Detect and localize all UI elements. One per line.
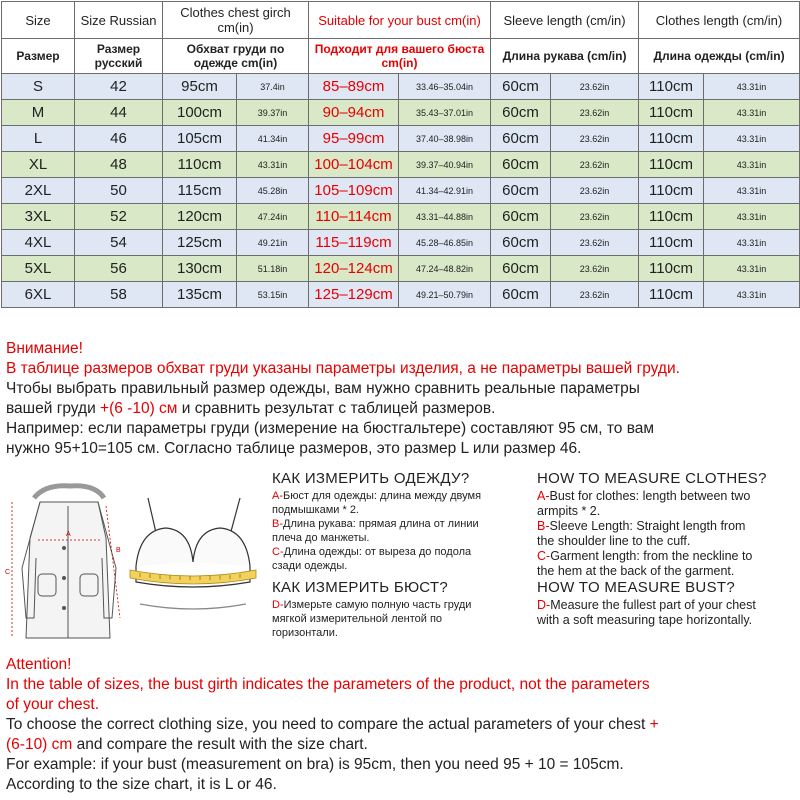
sleeve-cm-cell: 60cm (491, 178, 551, 204)
en-note-line: of your chest. (6, 696, 100, 713)
chest-in-cell: 37.4in (237, 74, 309, 100)
bust-cm-cell: 125–129cm (309, 282, 399, 308)
ru-attention-heading: Внимание! (6, 340, 83, 357)
item-text: Sleeve Length: Straight length from (549, 519, 746, 533)
bust-cm-cell: 105–109cm (309, 178, 399, 204)
length-cm-cell: 110cm (639, 178, 704, 204)
how-ru-title: КАК ИЗМЕРИТЬ ОДЕЖДУ? (272, 470, 470, 487)
size-cell: 2XL (2, 178, 75, 204)
chest-in-cell: 49.21in (237, 230, 309, 256)
length-in-cell: 43.31in (704, 100, 800, 126)
en-note-highlight: + (649, 716, 659, 733)
en-note-line: For example: if your bust (measurement on bra) is 95cm, then you need 95 + 10 = 105cm. (6, 756, 624, 773)
ru-note-line: В таблице размеров обхват груди указаны параметры изделия, а не параметры вашей груди. (6, 360, 680, 377)
chest-cm-cell: 100cm (163, 100, 237, 126)
table-row (2, 230, 800, 256)
item-text: armpits * 2. (537, 504, 601, 518)
header-ru-sleeve-length: Длина рукава (cm/in) (491, 39, 639, 74)
en-note-text: and compare the result with the size chart. (72, 736, 368, 753)
ru-note-line (6, 399, 680, 419)
chest-cm-cell: 105cm (163, 126, 237, 152)
item-text: the hem at the back of the garment. (537, 564, 735, 578)
header-suitable-bust: Suitable for your bust cm(in) (309, 2, 491, 39)
bust-cm-cell: 85–89cm (309, 74, 399, 100)
english-attention-note (6, 655, 659, 795)
how-en-item-c (537, 549, 799, 579)
bust-cm-cell: 110–114cm (309, 204, 399, 230)
header-clothes-length: Clothes length (cm/in) (639, 2, 800, 39)
sleeve-in-cell: 23.62in (551, 74, 639, 100)
how-ru-item-a (272, 489, 530, 517)
chest-in-cell: 51.18in (237, 256, 309, 282)
bust-cm-cell: 95–99cm (309, 126, 399, 152)
length-in-cell: 43.31in (704, 204, 800, 230)
header-ru-clothes-length: Длина одежды (cm/in) (639, 39, 800, 74)
how-to-measure-english (537, 470, 799, 628)
table-row (2, 256, 800, 282)
sleeve-in-cell: 23.62in (551, 282, 639, 308)
length-in-cell: 43.31in (704, 230, 800, 256)
table-row (2, 100, 800, 126)
length-cm-cell: 110cm (639, 152, 704, 178)
measurement-illustration (0, 478, 268, 648)
header-size: Size (2, 2, 75, 39)
header-ru-size-russian: Размер русский (75, 39, 163, 74)
en-note-line (6, 715, 659, 735)
table-row (2, 74, 800, 100)
en-note-text: To choose the correct clothing size, you need to compare the actual parameters of your chest (6, 716, 650, 733)
table-row (2, 178, 800, 204)
ru-note-line: Чтобы выбрать правильный размер одежды, вам нужно сравнить реальные параметры (6, 380, 640, 397)
sleeve-in-cell: 23.62in (551, 204, 639, 230)
length-in-cell: 43.31in (704, 178, 800, 204)
chest-in-cell: 41.34in (237, 126, 309, 152)
table-row (2, 204, 800, 230)
russian-size-cell: 44 (75, 100, 163, 126)
en-attention-heading: Attention! (6, 656, 72, 673)
sleeve-cm-cell: 60cm (491, 204, 551, 230)
how-en-title-bust: HOW TO MEASURE BUST? (537, 579, 735, 596)
how-en-item-a (537, 489, 799, 519)
header-chest-girth: Clothes chest girch cm(in) (163, 2, 309, 39)
item-text: Бюст для одежды: длина между двумя (283, 490, 482, 502)
bust-in-cell: 41.34–42.91in (399, 178, 491, 204)
bust-cm-cell: 115–119cm (309, 230, 399, 256)
how-ru-item-c (272, 545, 530, 573)
header-size-russian: Size Russian (75, 2, 163, 39)
letter-b: В- (272, 518, 283, 530)
bust-cm-cell: 120–124cm (309, 256, 399, 282)
length-in-cell: 43.31in (704, 152, 800, 178)
length-in-cell: 43.31in (704, 74, 800, 100)
length-cm-cell: 110cm (639, 282, 704, 308)
how-en-item-d (537, 598, 799, 628)
length-in-cell: 43.31in (704, 256, 800, 282)
header-sleeve-length: Sleeve length (cm/in) (491, 2, 639, 39)
length-cm-cell: 110cm (639, 126, 704, 152)
en-note-line: According to the size chart, it is L or 46. (6, 776, 277, 793)
header-ru-chest-girth: Обхват груди по одежде cm(in) (163, 39, 309, 74)
size-cell: M (2, 100, 75, 126)
russian-size-cell: 48 (75, 152, 163, 178)
sleeve-in-cell: 23.62in (551, 100, 639, 126)
figure-label-a: A (66, 531, 71, 538)
header-ru-suitable-bust: Подходит для вашего бюста cm(in) (309, 39, 491, 74)
chest-cm-cell: 95cm (163, 74, 237, 100)
how-en-title: HOW TO MEASURE CLOTHES? (537, 470, 767, 487)
sleeve-cm-cell: 60cm (491, 282, 551, 308)
header-row-english (2, 2, 800, 39)
figure-label-b: B (116, 547, 121, 554)
sleeve-in-cell: 23.62in (551, 256, 639, 282)
item-text: мягкой измерительной лентой по (272, 613, 443, 625)
sleeve-in-cell: 23.62in (551, 178, 639, 204)
chest-cm-cell: 125cm (163, 230, 237, 256)
sleeve-cm-cell: 60cm (491, 152, 551, 178)
item-text: подмышками * 2. (272, 504, 359, 516)
bust-in-cell: 37.40–38.98in (399, 126, 491, 152)
bust-in-cell: 39.37–40.94in (399, 152, 491, 178)
en-note-line (6, 735, 659, 755)
letter-c: C- (537, 549, 551, 563)
letter-d: D- (537, 598, 551, 612)
how-en-item-b (537, 519, 799, 549)
ru-note-line: Например: если параметры груди (измерение на бюстгальтере) составляют 95 см, то вам (6, 420, 655, 437)
sleeve-cm-cell: 60cm (491, 230, 551, 256)
russian-size-cell: 54 (75, 230, 163, 256)
sleeve-cm-cell: 60cm (491, 126, 551, 152)
russian-size-cell: 56 (75, 256, 163, 282)
letter-b: B- (537, 519, 550, 533)
size-cell: XL (2, 152, 75, 178)
size-cell: 4XL (2, 230, 75, 256)
item-text: Длина рукава: прямая длина от линии (283, 518, 479, 530)
sleeve-cm-cell: 60cm (491, 100, 551, 126)
length-cm-cell: 110cm (639, 256, 704, 282)
russian-size-cell: 50 (75, 178, 163, 204)
russian-size-cell: 42 (75, 74, 163, 100)
chest-in-cell: 43.31in (237, 152, 309, 178)
how-to-measure-russian (272, 470, 530, 640)
chest-cm-cell: 130cm (163, 256, 237, 282)
measuring-tape (130, 570, 256, 584)
en-note-line: In the table of sizes, the bust girth indicates the parameters of the product, not the parameters (6, 676, 650, 693)
bust-cm-cell: 100–104cm (309, 152, 399, 178)
table-row (2, 126, 800, 152)
coat-illustration (22, 486, 116, 638)
en-note-highlight: (6-10) cm (6, 736, 73, 753)
chest-in-cell: 45.28in (237, 178, 309, 204)
length-cm-cell: 110cm (639, 204, 704, 230)
russian-size-cell: 46 (75, 126, 163, 152)
chest-cm-cell: 135cm (163, 282, 237, 308)
how-ru-item-b (272, 517, 530, 545)
russian-size-cell: 52 (75, 204, 163, 230)
chest-in-cell: 39.37in (237, 100, 309, 126)
item-text: Garment length: from the neckline to (550, 549, 753, 563)
item-text: with a soft measuring tape horizontally. (537, 613, 753, 627)
item-text: Измерьте самую полную часть груди (283, 599, 472, 611)
chest-cm-cell: 110cm (163, 152, 237, 178)
chest-in-cell: 53.15in (237, 282, 309, 308)
size-cell: S (2, 74, 75, 100)
item-text: Bust for clothes: length between two (549, 489, 751, 503)
header-row-russian (2, 39, 800, 74)
item-text: горизонтали. (272, 627, 338, 639)
ru-note-highlight: +(6 -10) см (100, 400, 178, 417)
how-ru-item-d (272, 598, 530, 640)
bust-cm-cell: 90–94cm (309, 100, 399, 126)
bust-in-cell: 49.21–50.79in (399, 282, 491, 308)
chest-cm-cell: 115cm (163, 178, 237, 204)
chest-cm-cell: 120cm (163, 204, 237, 230)
table-row (2, 282, 800, 308)
letter-a: A- (537, 489, 550, 503)
bust-in-cell: 45.28–46.85in (399, 230, 491, 256)
letter-a: А- (272, 490, 283, 502)
item-text: the shoulder line to the cuff. (537, 534, 691, 548)
sleeve-in-cell: 23.62in (551, 152, 639, 178)
size-cell: L (2, 126, 75, 152)
header-ru-size: Размер (2, 39, 75, 74)
sleeve-cm-cell: 60cm (491, 256, 551, 282)
figure-label-c: C (5, 569, 11, 576)
bust-in-cell: 33.46–35.04in (399, 74, 491, 100)
bra-illustration (136, 498, 250, 609)
item-text: сзади одежды. (272, 560, 348, 572)
size-cell: 3XL (2, 204, 75, 230)
length-in-cell: 43.31in (704, 282, 800, 308)
ru-note-text: вашей груди (6, 400, 101, 417)
how-ru-title-bust: КАК ИЗМЕРИТЬ БЮСТ? (272, 579, 449, 596)
sleeve-in-cell: 23.62in (551, 126, 639, 152)
bust-in-cell: 47.24–48.82in (399, 256, 491, 282)
ru-note-text: и сравнить результат с таблицей размеров. (177, 400, 496, 417)
item-text: плеча до манжеты. (272, 532, 370, 544)
sleeve-cm-cell: 60cm (491, 74, 551, 100)
chest-in-cell: 47.24in (237, 204, 309, 230)
sleeve-in-cell: 23.62in (551, 230, 639, 256)
item-text: Measure the fullest part of your chest (550, 598, 756, 612)
letter-d: D- (272, 599, 284, 611)
russian-size-cell: 58 (75, 282, 163, 308)
length-cm-cell: 110cm (639, 74, 704, 100)
russian-attention-note (6, 339, 680, 459)
size-cell: 5XL (2, 256, 75, 282)
letter-c: С- (272, 546, 284, 558)
table-row (2, 152, 800, 178)
length-cm-cell: 110cm (639, 230, 704, 256)
bust-in-cell: 43.31–44.88in (399, 204, 491, 230)
size-chart-table (1, 1, 800, 308)
bust-in-cell: 35.43–37.01in (399, 100, 491, 126)
ru-note-line: нужно 95+10=105 см. Согласно таблице размеров, это размер L или размер 46. (6, 440, 582, 457)
length-cm-cell: 110cm (639, 100, 704, 126)
size-cell: 6XL (2, 282, 75, 308)
length-in-cell: 43.31in (704, 126, 800, 152)
item-text: Длина одежды: от выреза до подола (283, 546, 472, 558)
